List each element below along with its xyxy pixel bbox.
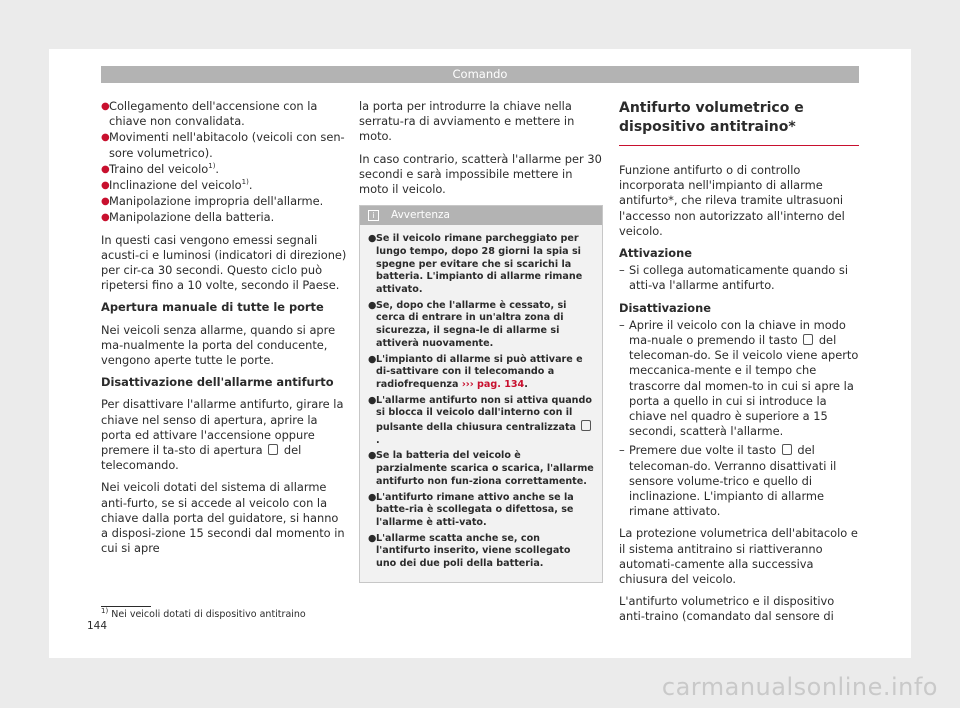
info-icon: i <box>368 210 379 221</box>
subheading: Disattivazione dell'allarme antifurto <box>101 375 334 390</box>
list-item: ● Collegamento dell'accensione con la chiave non convalidata. <box>101 99 318 129</box>
column-3 <box>619 99 859 632</box>
paragraph: Funzione antifurto o di controllo incorporata nell'impianto di allarme antifurto*, che rileva tramite ultrasuoni l'accesso non autorizzato all'interno del veicolo. <box>619 163 845 238</box>
list-item: ● L'antifurto rimane attivo anche se la batte-ria è scollegata o difettosa, se l'allarme è atti-vato. <box>368 491 574 528</box>
list-item: ● Manipolazione della batteria. <box>101 210 275 225</box>
list-item: ● L'impianto di allarme si può attivare e di-sattivare con il telecomando a radiofrequenza ››› pag. 134. <box>368 353 583 390</box>
section-title: Antifurto volumetrico e dispositivo antitraino* <box>619 99 859 146</box>
list-item: ● Se la batteria del veicolo è parzialmente scarica o scarica, l'allarme antifurto non fun-ziona correttamente. <box>368 450 594 487</box>
list-item: ● Traino del veicolo$^{1)}$. <box>101 161 220 176</box>
bullet-icon: ● <box>101 212 110 224</box>
bullet-icon: ● <box>368 233 377 245</box>
footnote-ref: 1) <box>208 162 216 171</box>
manual-page <box>49 49 911 658</box>
paragraph: la porta per introdurre la chiave nella serratu-ra di avviamento e mettere in moto. <box>359 99 575 144</box>
paragraph: Per disattivare l'allarme antifurto, girare la chiave nel senso di apertura, aprire la porta ed attivare l'accensione oppure premere il ta-sto di apertura del telecomando. <box>101 397 344 473</box>
warning-box <box>359 205 603 583</box>
list-item: – Premere due volte il tasto del telecoman-do. Verranno disattivati il sensore volume-trico e quello di inclinazione. L'impianto di allarme rimane attivato. <box>619 443 837 519</box>
subheading: Disattivazione <box>619 300 711 315</box>
list-item: ● Manipolazione impropria dell'allarme. <box>101 194 324 209</box>
bullet-icon: ● <box>101 180 110 192</box>
subheading: Attivazione <box>619 246 692 261</box>
list-item: ● Se, dopo che l'allarme è cessato, si cerca di entrare in un'altra zona di sicurezza, il segna-le di allarme si attiverà nuovamente. <box>368 299 567 349</box>
list-item: – Si collega automaticamente quando si atti-va l'allarme antifurto. <box>619 263 848 293</box>
list-item: ● L'allarme antifurto non si attiva quando si blocca il veicolo dall'interno con il pulsante della chiusura centralizzata . <box>368 394 592 446</box>
footnote-divider <box>101 606 151 607</box>
dash-icon: – <box>619 443 625 458</box>
list-item: ● Se il veicolo rimane parcheggiato per lungo tempo, dopo 28 giorni la spia si spegne per evitare che si scarichi la batteria. L'impianto di allarme rimane attivato. <box>368 233 583 296</box>
lock-icon <box>782 444 792 455</box>
bullet-icon: ● <box>101 196 110 208</box>
paragraph: In caso contrario, scatterà l'allarme per 30 secondi e sarà impossibile mettere in moto il veicolo. <box>359 151 602 197</box>
bullet-icon: ● <box>101 101 110 112</box>
paragraph: Nei veicoli senza allarme, quando si apre ma-nualmente la porta del conducente, vengono aperte tutte le porte. <box>101 322 336 368</box>
subheading: Apertura manuale di tutte le porte <box>101 300 324 315</box>
bullet-icon: ● <box>101 132 110 144</box>
warning-body <box>360 225 602 582</box>
list-item: ● Movimenti nell'abitacolo (veicoli con sen-sore volumetrico). <box>101 130 345 160</box>
bullet-icon: ● <box>368 394 377 406</box>
warning-header: i Avvertenza <box>360 206 602 225</box>
dash-icon: – <box>619 317 625 332</box>
bullet-icon: ● <box>368 450 377 462</box>
footnote: $^{1)}$ Nei veicoli dotati di dispositivo antitraino <box>101 606 306 620</box>
bullet-icon: ● <box>101 163 110 175</box>
bullet-icon: ● <box>368 491 377 503</box>
watermark: carmanualsonline.info <box>661 673 938 701</box>
footnote-ref: 1) <box>241 178 249 187</box>
section-header: Comando <box>101 66 859 83</box>
unlock-icon <box>268 444 278 455</box>
column-1 <box>101 99 348 563</box>
unlock-icon <box>803 334 813 345</box>
paragraph: L'antifurto volumetrico e il dispositivo anti-traino (comandato dal sensore di <box>619 594 835 624</box>
bullet-icon: ● <box>368 353 377 365</box>
paragraph: La protezione volumetrica dell'abitacolo e il sistema antitraino si riattiveranno automati-camente alla successiva chiusura del veicolo. <box>619 526 858 587</box>
paragraph: Nei veicoli dotati del sistema di allarme anti-furto, se si accede al veicolo con la chiave dalla porta del guidatore, si hanno a disposi-zione 15 secondi dal momento in cui si apre <box>101 480 345 556</box>
dash-icon: – <box>619 263 625 278</box>
lock-icon <box>581 420 591 431</box>
paragraph: In questi casi vengono emessi segnali acusti-ci e luminosi (indicatori di direzione) per cir-ca 30 secondi. Questo ciclo può ripetersi fino a 10 volte, secondo il Paese. <box>101 232 347 293</box>
list-item: – Aprire il veicolo con la chiave in modo ma-nuale o premendo il tasto del telecoman-do. Se il veicolo viene aperto meccanica-mente e il tempo che trascorre dal momen-to in cui si apre la porta a quello in cui si introduce la chiave nel quadro è superiore a 15 secondi, scatterà l'allarme. <box>619 317 859 439</box>
bullet-icon: ● <box>368 299 377 311</box>
list-item: ● Inclinazione del veicolo$^{1)}$. <box>101 178 253 193</box>
column-2 <box>359 99 603 583</box>
bullet-icon: ● <box>368 532 377 544</box>
page-reference-link[interactable]: ››› pag. 134 <box>461 378 525 390</box>
page-number: 144 <box>87 620 108 632</box>
list-item: ● L'allarme scatta anche se, con l'antifurto inserito, viene scollegato uno dei due poli della batteria. <box>368 532 571 570</box>
